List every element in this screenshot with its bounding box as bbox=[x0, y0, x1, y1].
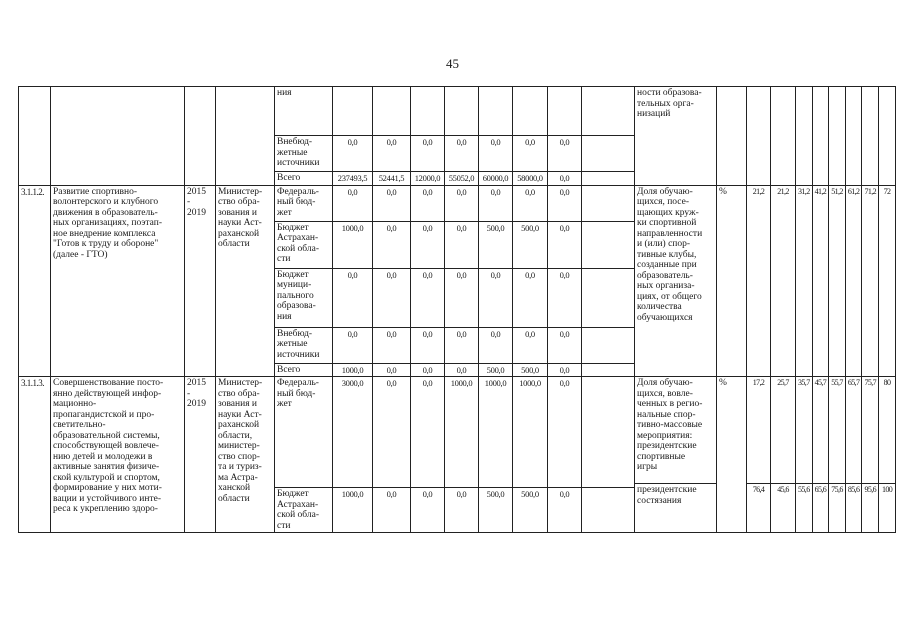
value-cell: 0,0 bbox=[479, 327, 513, 363]
value-cell: 0,0 bbox=[373, 136, 411, 172]
item-name: Развитие спортивно- волонтерского и клубного движения в образователь- ных организациях, поэтап- ное внедрение комплекса "Готов к труду и обороне" (далее - ГТО) bbox=[51, 185, 185, 377]
value-cell: 0,0 bbox=[548, 268, 582, 327]
table-row bbox=[19, 185, 896, 221]
indicator-value: 71,2 bbox=[862, 185, 879, 377]
source-label: Федераль- ный бюд- жет bbox=[275, 185, 333, 221]
indicator-value: 100 bbox=[879, 484, 896, 533]
indicator-value: 21,2 bbox=[771, 185, 796, 377]
value-cell: 1000,0 bbox=[479, 377, 513, 488]
indicator-text: Доля обучаю- щихся, вовле- ченных в регио- нальные спор- тивно-массовые мероприятия: президентские спортивные игры bbox=[635, 377, 717, 484]
unit-cell: % bbox=[717, 377, 747, 533]
source-label: Бюджет муници- пального образова- ния bbox=[275, 268, 333, 327]
item-years: 2015 - 2019 bbox=[185, 185, 216, 377]
source-label: Федераль- ный бюд- жет bbox=[275, 377, 333, 488]
value-cell: 0,0 bbox=[548, 327, 582, 363]
cell-years bbox=[185, 87, 216, 186]
value-cell: 0,0 bbox=[373, 268, 411, 327]
total-value: 0,0 bbox=[548, 363, 582, 377]
value-cell: 0,0 bbox=[548, 377, 582, 488]
indicator-value: 45,6 bbox=[771, 484, 796, 533]
item-years: 2015 - 2019 bbox=[185, 377, 216, 533]
value-cell: 0,0 bbox=[479, 268, 513, 327]
source-label: ния bbox=[275, 87, 333, 136]
indicator-value: 51,2 bbox=[829, 185, 846, 377]
value-cell: 0,0 bbox=[479, 185, 513, 221]
indicator-value: 95,6 bbox=[862, 484, 879, 533]
source-label: Внебюд- жетные источники bbox=[275, 136, 333, 172]
value-cell: 500,0 bbox=[479, 221, 513, 268]
indicator-value: 75,6 bbox=[829, 484, 846, 533]
indicator-value: 21,2 bbox=[747, 185, 771, 377]
indicator-value: 55,7 bbox=[829, 377, 846, 484]
value-cell: 0,0 bbox=[513, 327, 548, 363]
value-cell: 0,0 bbox=[411, 488, 445, 533]
source-label: Бюджет Астрахан- ской обла- сти bbox=[275, 221, 333, 268]
value-cell: 0,0 bbox=[548, 185, 582, 221]
value-cell: 0,0 bbox=[445, 488, 479, 533]
value-cell: 0,0 bbox=[333, 268, 373, 327]
indicator-value: 61,2 bbox=[845, 185, 862, 377]
item-code: 3.1.1.2. bbox=[19, 185, 51, 377]
value-cell: 0,0 bbox=[513, 268, 548, 327]
total-value: 0,0 bbox=[373, 363, 411, 377]
value-cell: 0,0 bbox=[333, 327, 373, 363]
indicator-value: 76,4 bbox=[747, 484, 771, 533]
value-cell: 1000,0 bbox=[513, 377, 548, 488]
value-cell: 0,0 bbox=[445, 327, 479, 363]
value-cell: 0,0 bbox=[373, 221, 411, 268]
value-cell: 0,0 bbox=[548, 136, 582, 172]
cell-name bbox=[51, 87, 185, 186]
value-cell: 0,0 bbox=[479, 136, 513, 172]
indicator-value: 41,2 bbox=[812, 185, 829, 377]
indicator-value: 17,2 bbox=[747, 377, 771, 484]
value-cell: 3000,0 bbox=[333, 377, 373, 488]
value-cell: 0,0 bbox=[513, 185, 548, 221]
item-name: Совершенствование посто- янно действующей инфор- мационно- пропагандистской и про- светительно- образовательной системы, способствующей вовлече- нию детей и молодежи в активные занятия физиче- ской культурой и спортом, формирование у них моти- вации и устойчивого инте- реса к укреплению здоро- bbox=[51, 377, 185, 533]
cell-code bbox=[19, 87, 51, 186]
value-cell: 0,0 bbox=[373, 377, 411, 488]
value-cell: 0,0 bbox=[373, 185, 411, 221]
total-value: 12000,0 bbox=[411, 172, 445, 186]
indicator-text: Доля обучаю- щихся, посе- щающих круж- ки спортивной направленности и (или) спор- тивные клубы, созданные при образователь- ных организа- циях, от общего количества обучающихся bbox=[635, 185, 717, 377]
total-value: 237493,5 bbox=[333, 172, 373, 186]
total-value: 500,0 bbox=[479, 363, 513, 377]
total-value: 0,0 bbox=[445, 363, 479, 377]
value-cell: 500,0 bbox=[513, 488, 548, 533]
table-row bbox=[19, 87, 896, 136]
value-cell: 1000,0 bbox=[445, 377, 479, 488]
total-value: 60000,0 bbox=[479, 172, 513, 186]
page-number: 45 bbox=[446, 56, 459, 71]
indicator-value: 31,2 bbox=[796, 185, 813, 377]
value-cell: 1000,0 bbox=[333, 488, 373, 533]
total-value: 52441,5 bbox=[373, 172, 411, 186]
total-label: Всего bbox=[275, 363, 333, 377]
value-cell: 0,0 bbox=[445, 268, 479, 327]
value-cell: 0,0 bbox=[513, 136, 548, 172]
indicator-text: ности образова- тельных орга- низаций bbox=[635, 87, 717, 186]
indicator-value: 65,6 bbox=[812, 484, 829, 533]
unit-cell: % bbox=[717, 185, 747, 377]
value-cell: 0,0 bbox=[548, 488, 582, 533]
indicator-value: 75,7 bbox=[862, 377, 879, 484]
total-label: Всего bbox=[275, 172, 333, 186]
value-cell: 0,0 bbox=[333, 185, 373, 221]
value-cell: 0,0 bbox=[445, 221, 479, 268]
indicator-value: 65,7 bbox=[845, 377, 862, 484]
value-cell: 0,0 bbox=[373, 327, 411, 363]
value-cell: 0,0 bbox=[411, 377, 445, 488]
value-cell: 0,0 bbox=[411, 185, 445, 221]
total-value: 500,0 bbox=[513, 363, 548, 377]
item-executor: Министер- ство обра- зования и науки Аст- раханской области, министер- ство спор- та и туриз- ма Астра- ханской области bbox=[216, 377, 275, 533]
source-label: Внебюд- жетные источники bbox=[275, 327, 333, 363]
value-cell: 1000,0 bbox=[333, 221, 373, 268]
value-cell: 0,0 bbox=[411, 327, 445, 363]
item-executor: Министер- ство обра- зования и науки Аст- раханской области bbox=[216, 185, 275, 377]
indicator-value: 80 bbox=[879, 377, 896, 484]
cell-executor bbox=[216, 87, 275, 186]
value-cell: 0,0 bbox=[411, 136, 445, 172]
value-cell: 500,0 bbox=[513, 221, 548, 268]
total-value: 58000,0 bbox=[513, 172, 548, 186]
table-row bbox=[19, 377, 896, 484]
indicator-value: 55,6 bbox=[796, 484, 813, 533]
value-cell: 0,0 bbox=[411, 221, 445, 268]
source-label: Бюджет Астрахан- ской обла- сти bbox=[275, 488, 333, 533]
indicator-value: 25,7 bbox=[771, 377, 796, 484]
value-cell: 0,0 bbox=[445, 185, 479, 221]
total-value: 55052,0 bbox=[445, 172, 479, 186]
value-cell: 0,0 bbox=[548, 221, 582, 268]
indicator-value: 45,7 bbox=[812, 377, 829, 484]
indicator-value: 72 bbox=[879, 185, 896, 377]
value-cell: 0,0 bbox=[411, 268, 445, 327]
value-cell: 0,0 bbox=[373, 488, 411, 533]
program-table bbox=[18, 86, 896, 533]
value-cell: 500,0 bbox=[479, 488, 513, 533]
total-value: 0,0 bbox=[548, 172, 582, 186]
indicator-text: президентские состязания bbox=[635, 484, 717, 533]
value-cell: 0,0 bbox=[445, 136, 479, 172]
total-value: 0,0 bbox=[411, 363, 445, 377]
total-value: 1000,0 bbox=[333, 363, 373, 377]
value-cell: 0,0 bbox=[333, 136, 373, 172]
item-code: 3.1.1.3. bbox=[19, 377, 51, 533]
indicator-value: 35,7 bbox=[796, 377, 813, 484]
indicator-value: 85,6 bbox=[845, 484, 862, 533]
